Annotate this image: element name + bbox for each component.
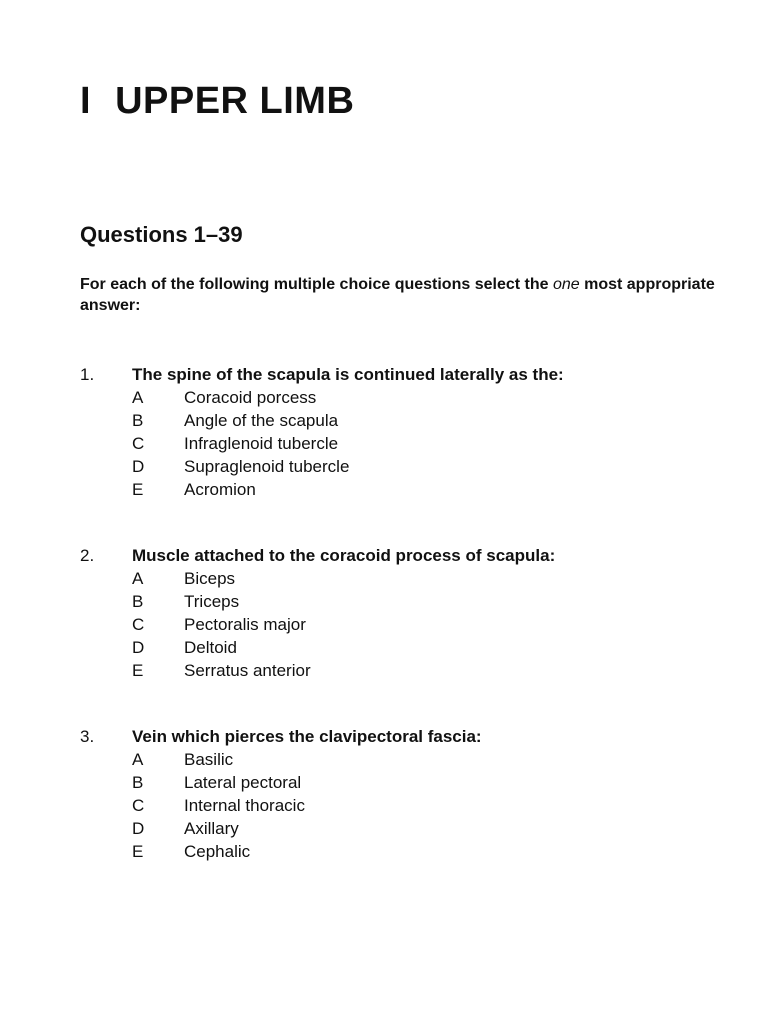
instructions-text-end: most appropriate answer: xyxy=(80,276,715,314)
question-number: 3. xyxy=(80,727,95,746)
option-text: Angle of the scapula xyxy=(184,411,339,430)
question-header xyxy=(80,544,720,567)
answer-options xyxy=(80,567,720,682)
instructions-text-start: For each of the following multiple choice questions select the xyxy=(80,276,553,293)
option-text: Deltoid xyxy=(184,638,237,657)
question-2 xyxy=(80,544,720,682)
option-text: Infraglenoid tubercle xyxy=(184,434,339,453)
answer-option-c xyxy=(80,613,720,636)
answer-option-a xyxy=(80,386,720,409)
option-text: Biceps xyxy=(184,569,236,588)
answer-options xyxy=(80,386,720,501)
option-text: Axillary xyxy=(184,819,239,838)
answer-option-e xyxy=(80,659,720,682)
question-stem: Muscle attached to the coracoid process of scapula: xyxy=(132,546,556,565)
option-letter: A xyxy=(132,388,144,407)
option-letter: D xyxy=(132,457,145,476)
answer-option-d xyxy=(80,817,720,840)
option-text: Cephalic xyxy=(184,842,251,861)
option-text: Supraglenoid tubercle xyxy=(184,457,350,476)
answer-option-e xyxy=(80,478,720,501)
question-3 xyxy=(80,725,720,863)
option-letter: C xyxy=(132,615,145,634)
option-letter: A xyxy=(132,750,144,769)
answer-option-c xyxy=(80,794,720,817)
question-number: 2. xyxy=(80,546,95,565)
question-stem: The spine of the scapula is continued laterally as the: xyxy=(132,365,564,384)
option-text: Internal thoracic xyxy=(184,796,305,815)
answer-options xyxy=(80,748,720,863)
option-letter: E xyxy=(132,480,144,499)
question-number: 1. xyxy=(80,365,95,384)
option-letter: E xyxy=(132,661,144,680)
option-letter: B xyxy=(132,411,144,430)
answer-option-b xyxy=(80,771,720,794)
option-letter: B xyxy=(132,773,144,792)
answer-option-d xyxy=(80,455,720,478)
answer-option-d xyxy=(80,636,720,659)
chapter-name: UPPER LIMB xyxy=(115,80,355,122)
option-text: Acromion xyxy=(184,480,256,499)
answer-option-e xyxy=(80,840,720,863)
option-letter: C xyxy=(132,434,145,453)
answer-option-b xyxy=(80,409,720,432)
option-text: Serratus anterior xyxy=(184,661,311,680)
chapter-number: I xyxy=(80,80,92,122)
section-title: Questions 1–39 xyxy=(80,222,243,247)
question-header xyxy=(80,363,720,386)
option-letter: D xyxy=(132,638,145,657)
answer-option-b xyxy=(80,590,720,613)
option-letter: E xyxy=(132,842,144,861)
chapter-title xyxy=(80,80,354,123)
option-letter: D xyxy=(132,819,145,838)
option-text: Basilic xyxy=(184,750,234,769)
answer-option-a xyxy=(80,567,720,590)
option-letter: A xyxy=(132,569,144,588)
instructions-emphasis: one xyxy=(552,276,580,293)
option-text: Pectoralis major xyxy=(184,615,306,634)
answer-option-a xyxy=(80,748,720,771)
question-stem: Vein which pierces the clavipectoral fascia: xyxy=(132,727,482,746)
option-text: Lateral pectoral xyxy=(184,773,302,792)
option-text: Coracoid porcess xyxy=(184,388,317,407)
option-text: Triceps xyxy=(184,592,240,611)
question-header xyxy=(80,725,720,748)
question-1 xyxy=(80,363,720,501)
instructions xyxy=(80,274,720,316)
option-letter: C xyxy=(132,796,145,815)
option-letter: B xyxy=(132,592,144,611)
answer-option-c xyxy=(80,432,720,455)
